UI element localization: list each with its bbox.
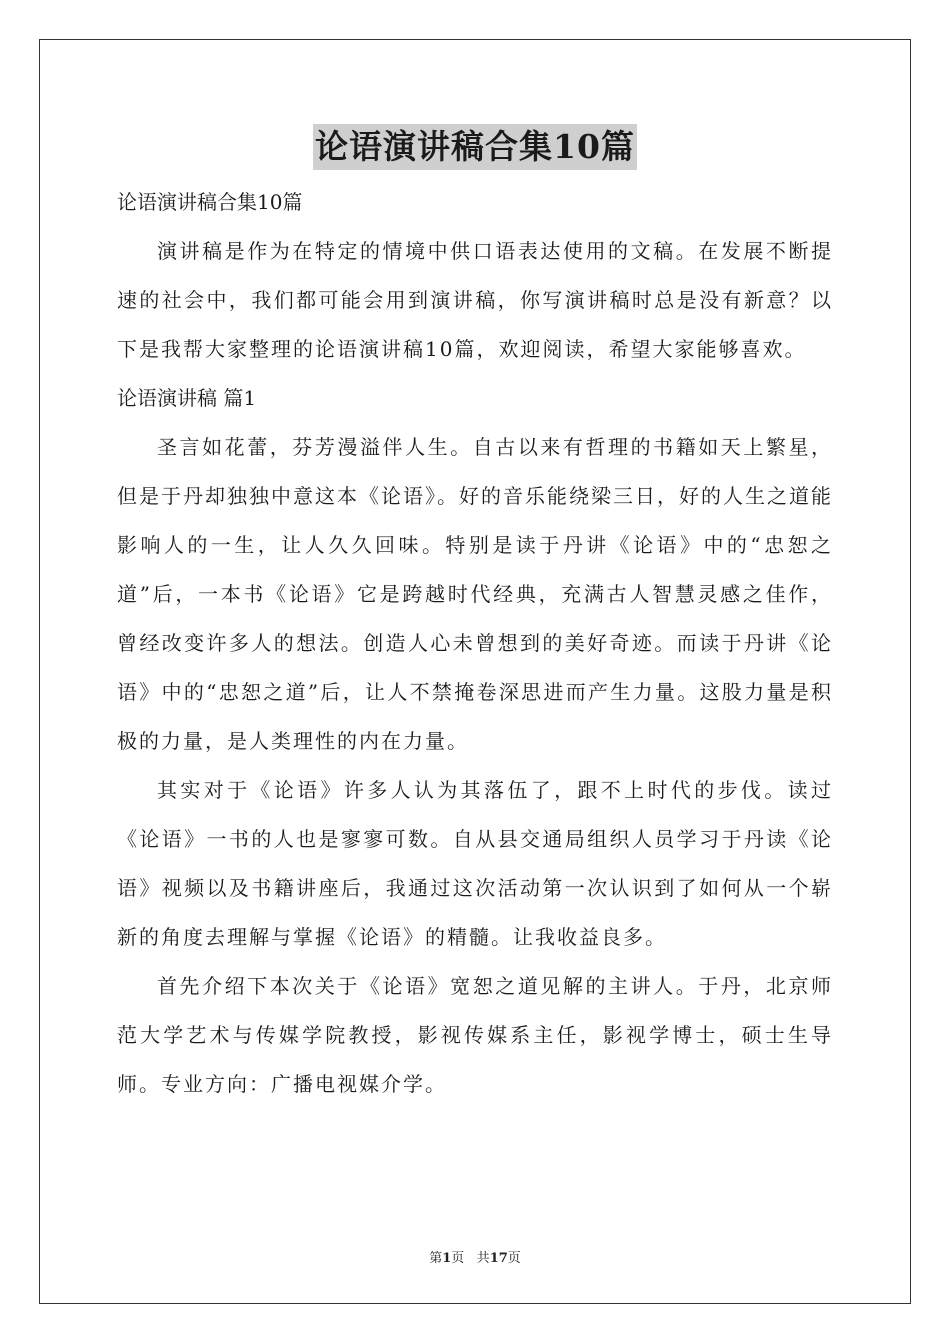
total-pages-number: 17 (489, 1251, 508, 1266)
footer-prefix: 第 (429, 1251, 443, 1266)
page-footer (0, 1247, 950, 1266)
footer-total-prefix: 共 (476, 1251, 490, 1266)
document-title: 论语演讲稿合集10篇 (313, 124, 637, 170)
intro-paragraph: 演讲稿是作为在特定的情境中供口语表达使用的文稿。在发展不断提速的社会中，我们都可能会用到演讲稿，你写演讲稿时总是没有新意？以下是我帮大家整理的论语演讲稿10篇，欢迎阅读，希望大家能够喜欢。 (117, 239, 833, 361)
footer-page-suffix: 页 (451, 1251, 465, 1266)
footer-total-suffix: 页 (507, 1251, 521, 1266)
document-subtitle: 论语演讲稿合集10篇 (117, 190, 303, 214)
body-paragraph: 首先介绍下本次关于《论语》宽恕之道见解的主讲人。于丹，北京师范大学艺术与传媒学院教授，影视传媒系主任，影视学博士，硕士生导师。专业方向：广播电视媒介学。 (117, 974, 833, 1096)
title-wrap (117, 124, 833, 172)
section-heading: 论语演讲稿 篇1 (117, 386, 257, 410)
current-page-number: 1 (442, 1251, 452, 1266)
body-paragraph: 其实对于《论语》许多人认为其落伍了，跟不上时代的步伐。读过《论语》一书的人也是寥寥可数。自从县交通局组织人员学习于丹读《论语》视频以及书籍讲座后，我通过这次活动第一次认识到了如何从一个崭新的角度去理解与掌握《论语》的精髓。让我收益良多。 (117, 778, 833, 949)
document-body (117, 124, 833, 1109)
body-paragraph: 圣言如花蕾，芬芳漫溢伴人生。自古以来有哲理的书籍如天上繁星，但是于丹却独独中意这本《论语》。好的音乐能绕梁三日，好的人生之道能影响人的一生，让人久久回味。特别是读于丹讲《论语》中的“忠恕之道”后，一本书《论语》它是跨越时代经典，充满古人智慧灵感之佳作，曾经改变许多人的想法。创造人心未曾想到的美好奇迹。而读于丹讲《论语》中的“忠恕之道”后，让人不禁掩卷深思进而产生力量。这股力量是积极的力量，是人类理性的内在力量。 (117, 435, 833, 753)
